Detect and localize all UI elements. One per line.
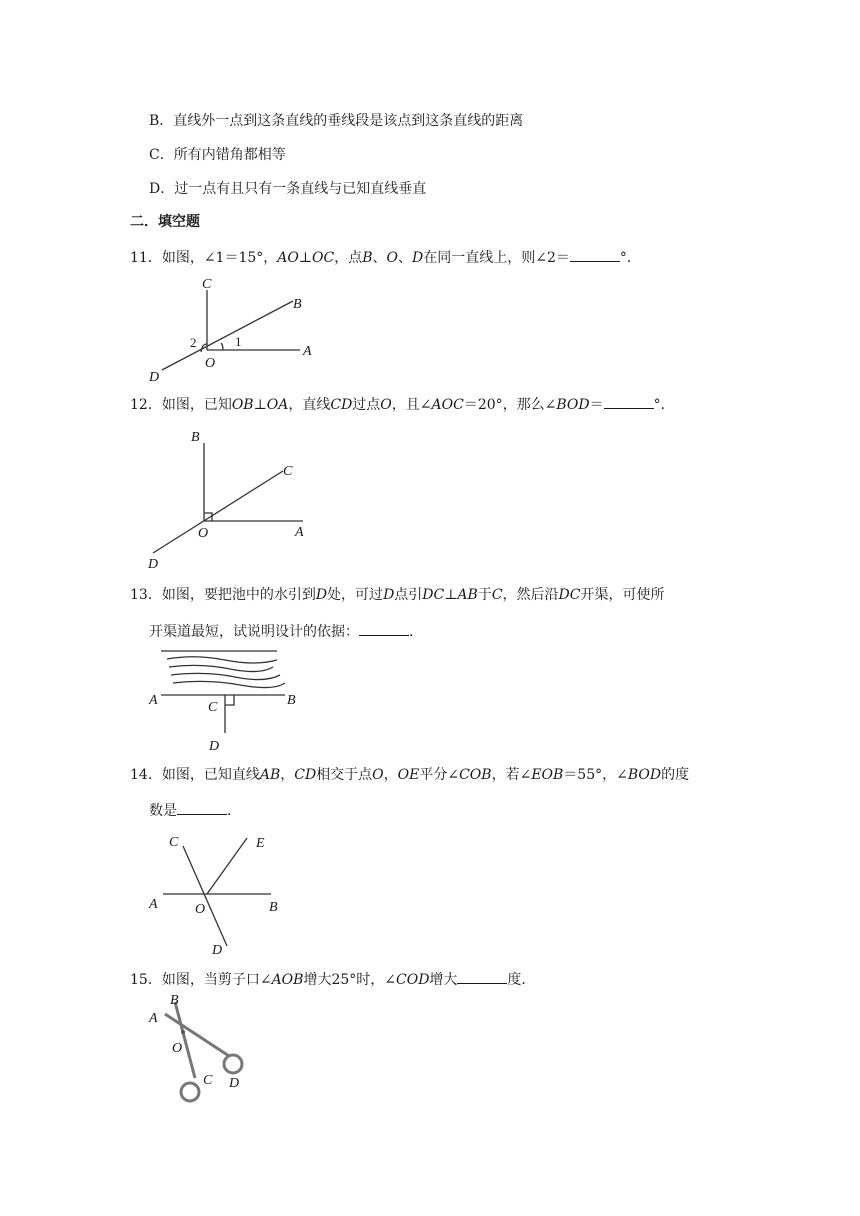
label-a: A — [149, 693, 158, 708]
answer-blank-14[interactable] — [177, 799, 227, 815]
label-c: C — [208, 700, 218, 715]
option-d: D．过一点有且只有一条直线与已知直线垂直 — [149, 181, 427, 197]
label-d: D — [149, 370, 160, 385]
label-a: A — [149, 1011, 158, 1026]
label-c: C — [203, 1073, 213, 1088]
question-11: 11．如图，∠1＝15°，AO⊥OC，点B、O、D在同一直线上，则∠2＝ °． — [130, 246, 641, 268]
question-13: 13．如图，要把池中的水引到D处，可过D点引DC⊥AB于C，然后沿DC开渠，可使所 — [130, 587, 665, 603]
answer-blank-13[interactable] — [359, 620, 409, 636]
label-a: A — [303, 344, 312, 359]
label-d: D — [148, 557, 159, 572]
question-12: 12．如图，已知OB⊥OA，直线CD过点O，且∠AOC＝20°，那么∠BOD＝ °． — [130, 393, 675, 415]
section-title: 二．填空题 — [130, 214, 200, 230]
label-angle-1: 1 — [235, 334, 242, 349]
label-b: B — [191, 430, 200, 445]
label-d: D — [229, 1076, 240, 1091]
figure-q13 — [145, 645, 315, 757]
label-o: O — [195, 902, 206, 917]
option-b: B．直线外一点到这条直线的垂线段是该点到这条直线的距离 — [149, 113, 524, 129]
label-a: A — [149, 897, 158, 912]
question-13-line2: 开渠道最短，试说明设计的依据： ． — [149, 620, 423, 642]
label-c: C — [202, 277, 212, 292]
answer-blank-15[interactable] — [457, 968, 507, 984]
label-b: B — [287, 693, 296, 708]
figure-q11 — [145, 272, 315, 384]
figure-q14 — [145, 828, 315, 958]
label-e: E — [256, 836, 265, 851]
label-b: B — [170, 993, 179, 1008]
option-c: C．所有内错角都相等 — [149, 147, 286, 163]
label-o: O — [198, 526, 209, 541]
answer-blank-12[interactable] — [604, 393, 654, 409]
label-c: C — [169, 835, 179, 850]
figure-q12 — [145, 425, 315, 573]
label-b: B — [293, 297, 302, 312]
label-o: O — [172, 1041, 183, 1056]
label-a: A — [295, 525, 304, 540]
label-b: B — [269, 900, 278, 915]
label-d: D — [209, 739, 220, 754]
figure-q15 — [145, 990, 275, 1105]
label-d: D — [212, 943, 223, 958]
answer-blank-11[interactable] — [570, 246, 620, 262]
question-14-line2: 数是 ． — [149, 799, 241, 821]
label-c: C — [283, 464, 293, 479]
question-15: 15．如图，当剪子口∠AOB增大25°时，∠COD增大 度． — [130, 968, 535, 990]
label-o: O — [205, 356, 216, 371]
question-14: 14．如图，已知直线AB，CD相交于点O，OE平分∠COB，若∠EOB＝55°，∠BOD的度 — [130, 767, 690, 783]
label-angle-2: 2 — [190, 335, 197, 350]
